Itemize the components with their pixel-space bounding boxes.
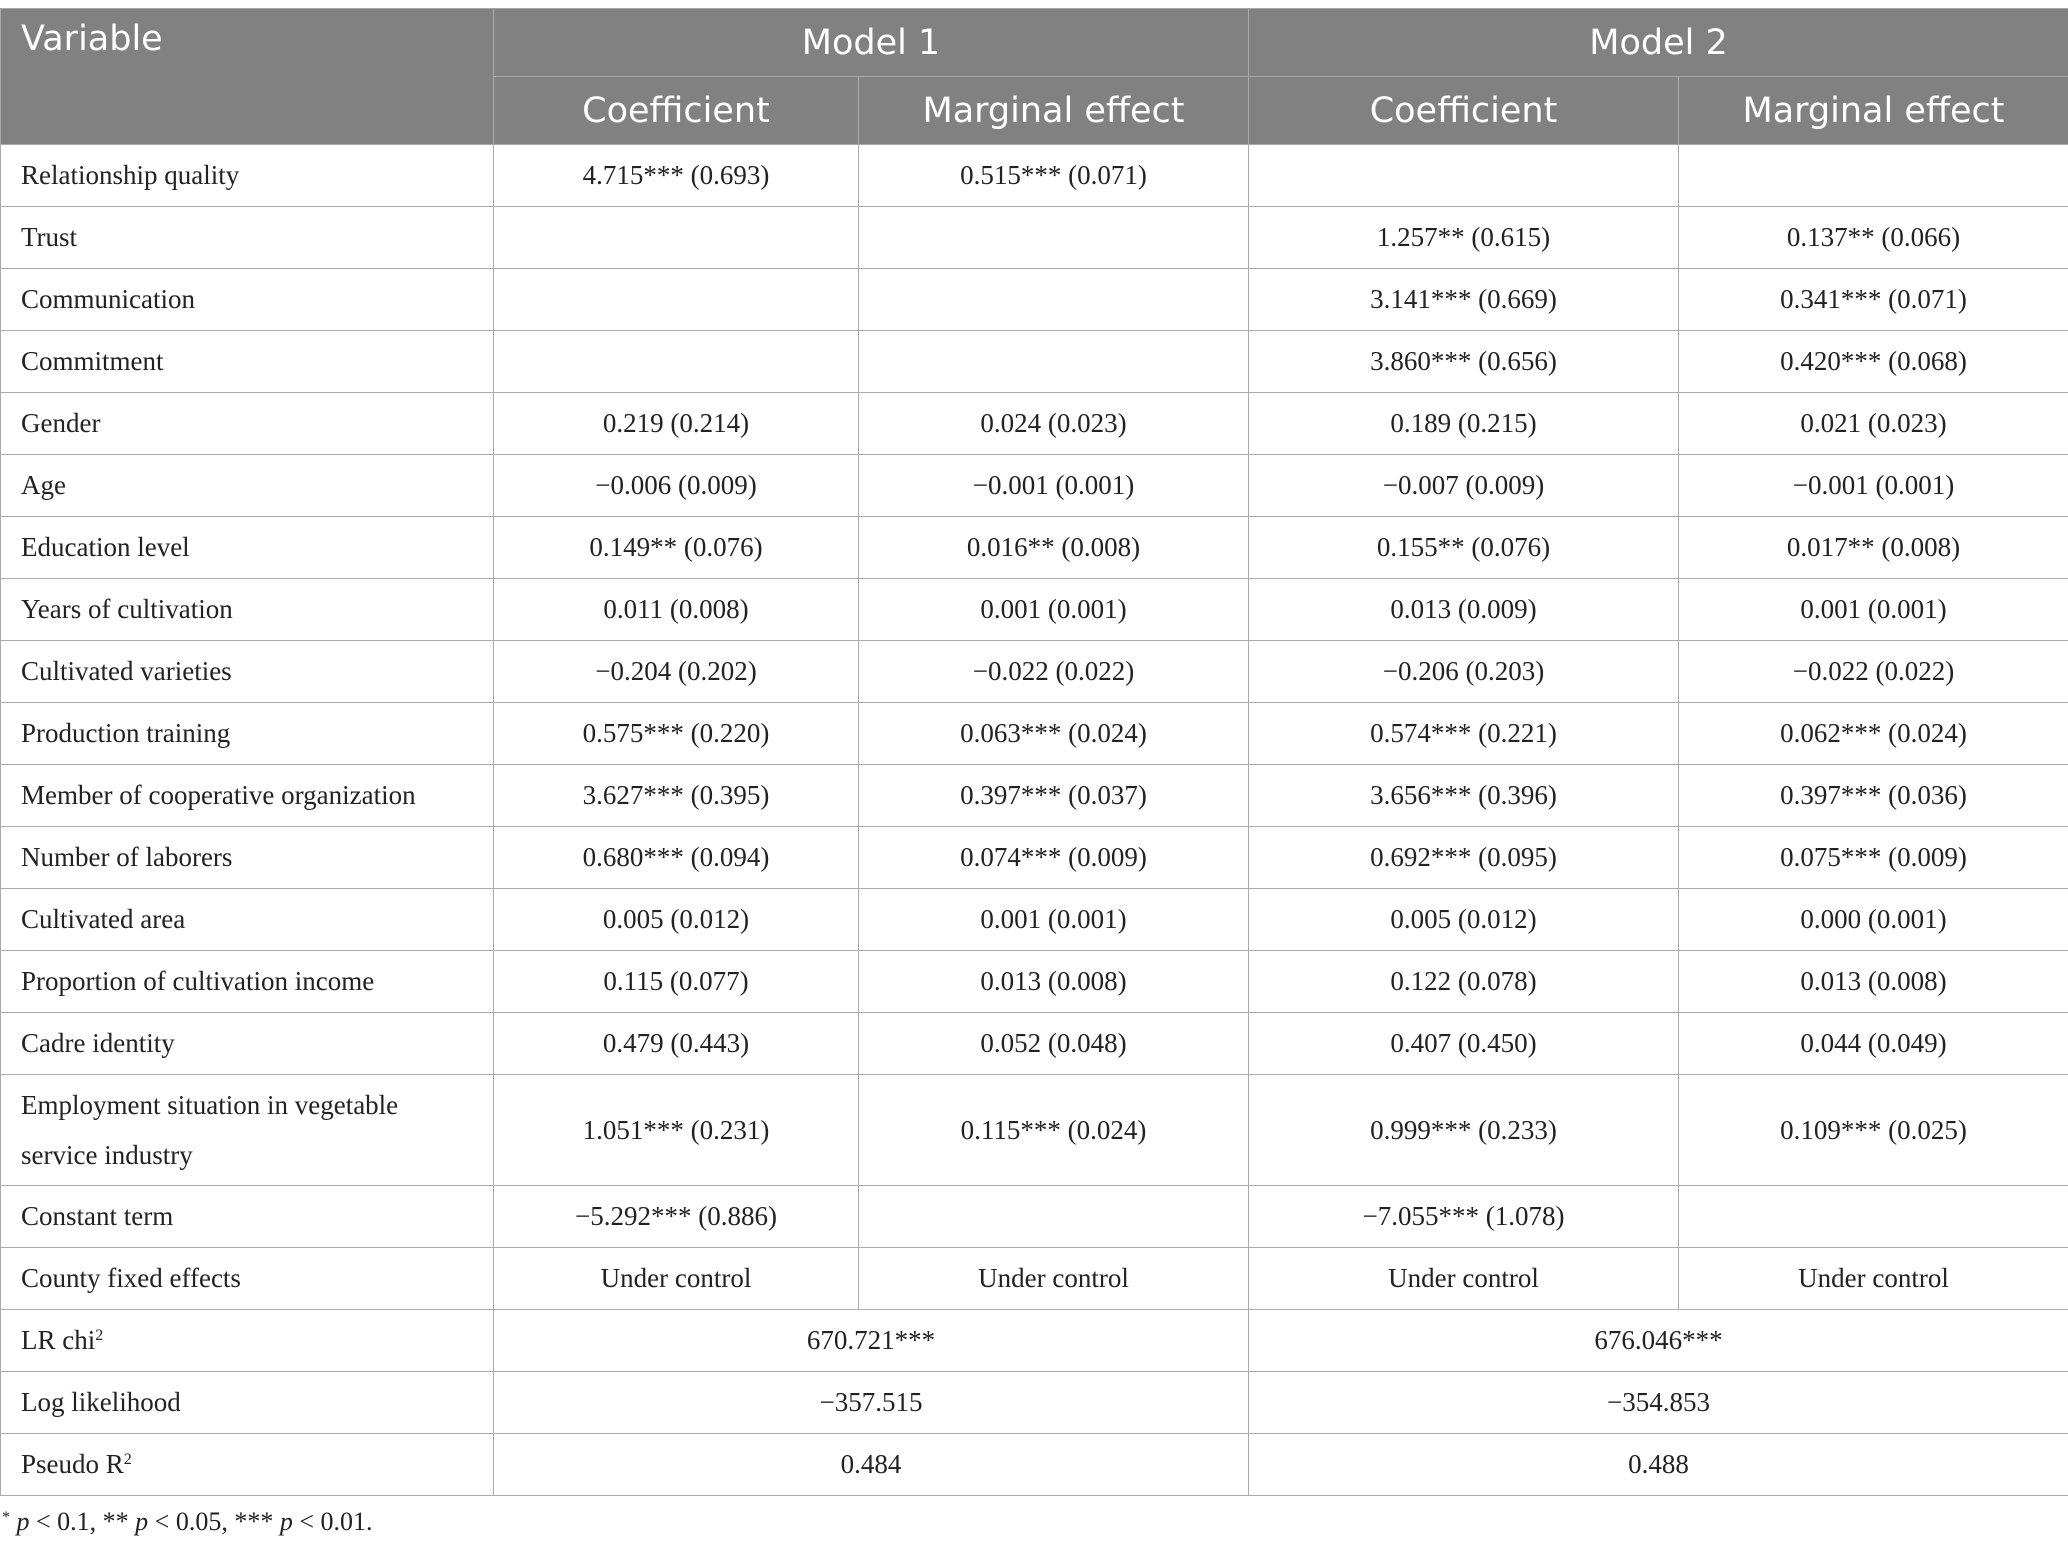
table-row [1, 455, 2068, 517]
m1-marginal-effect: 0.013 (0.008) [859, 951, 1249, 1013]
m2-coefficient: Under control [1249, 1248, 1679, 1310]
m2-marginal-effect: 0.397*** (0.036) [1679, 765, 2068, 827]
footnote-threshold-1: < 0.1, [29, 1507, 103, 1536]
stat-label [1, 1310, 494, 1372]
table-row [1, 1248, 2068, 1310]
footnote-mark-1: * [2, 1509, 10, 1526]
m2-marginal-effect: 0.001 (0.001) [1679, 579, 2068, 641]
stat-model-1: 670.721*** [494, 1310, 1249, 1372]
row-variable: Cadre identity [1, 1013, 494, 1075]
m1-coefficient [494, 331, 859, 393]
header-m1-coefficient: Coefficient [494, 77, 859, 145]
m1-marginal-effect: 0.063*** (0.024) [859, 703, 1249, 765]
m1-marginal-effect: 0.074*** (0.009) [859, 827, 1249, 889]
table-row [1, 1075, 2068, 1186]
m2-coefficient: 0.013 (0.009) [1249, 579, 1679, 641]
row-variable: Trust [1, 207, 494, 269]
m2-marginal-effect: 0.109*** (0.025) [1679, 1075, 2068, 1186]
m2-marginal-effect: 0.017** (0.008) [1679, 517, 2068, 579]
m2-coefficient: −0.007 (0.009) [1249, 455, 1679, 517]
m1-coefficient: 0.219 (0.214) [494, 393, 859, 455]
header-variable: Variable [1, 9, 494, 145]
stat-model-1: 0.484 [494, 1434, 1249, 1496]
m2-marginal-effect: Under control [1679, 1248, 2068, 1310]
table-row [1, 393, 2068, 455]
stat-model-1: −357.515 [494, 1372, 1249, 1434]
stat-label-superscript: 2 [123, 1451, 132, 1469]
row-variable: Proportion of cultivation income [1, 951, 494, 1013]
row-variable: Production training [1, 703, 494, 765]
row-variable: Member of cooperative organization [1, 765, 494, 827]
table-row [1, 641, 2068, 703]
m1-marginal-effect: −0.001 (0.001) [859, 455, 1249, 517]
header-row-models [1, 9, 2068, 77]
footnote-mark-3: *** [234, 1507, 274, 1536]
row-variable: Cultivated area [1, 889, 494, 951]
stat-label-superscript: 2 [95, 1327, 104, 1345]
stat-model-2: 0.488 [1249, 1434, 2068, 1496]
m2-marginal-effect: −0.022 (0.022) [1679, 641, 2068, 703]
m2-coefficient: 0.999*** (0.233) [1249, 1075, 1679, 1186]
m1-marginal-effect [859, 331, 1249, 393]
stat-label [1, 1434, 494, 1496]
table-row [1, 207, 2068, 269]
m1-coefficient: 0.149** (0.076) [494, 517, 859, 579]
stat-label-text: Pseudo R [21, 1449, 124, 1479]
header-m2-marginal-effect: Marginal effect [1679, 77, 2068, 145]
table-row [1, 951, 2068, 1013]
m1-coefficient: 1.051*** (0.231) [494, 1075, 859, 1186]
m1-coefficient: 0.005 (0.012) [494, 889, 859, 951]
row-variable: Years of cultivation [1, 579, 494, 641]
footnote-mark-2: ** [102, 1507, 129, 1536]
stats-row [1, 1372, 2068, 1434]
m1-marginal-effect [859, 269, 1249, 331]
footnote-threshold-2: < 0.05, [148, 1507, 235, 1536]
footnote-p-3: p [279, 1507, 293, 1536]
m2-coefficient: 1.257** (0.615) [1249, 207, 1679, 269]
row-variable: Age [1, 455, 494, 517]
m2-coefficient: 0.122 (0.078) [1249, 951, 1679, 1013]
m2-coefficient: 3.656*** (0.396) [1249, 765, 1679, 827]
m2-marginal-effect [1679, 145, 2068, 207]
m2-marginal-effect: 0.062*** (0.024) [1679, 703, 2068, 765]
m1-coefficient: 0.680*** (0.094) [494, 827, 859, 889]
regression-table [0, 8, 2068, 1496]
m1-marginal-effect [859, 207, 1249, 269]
footnote-threshold-3: < 0.01. [292, 1507, 373, 1536]
table-row [1, 269, 2068, 331]
m2-coefficient: 0.155** (0.076) [1249, 517, 1679, 579]
m2-marginal-effect: 0.000 (0.001) [1679, 889, 2068, 951]
m1-marginal-effect: 0.115*** (0.024) [859, 1075, 1249, 1186]
m1-marginal-effect: 0.016** (0.008) [859, 517, 1249, 579]
row-variable: County fixed effects [1, 1248, 494, 1310]
m2-marginal-effect: 0.021 (0.023) [1679, 393, 2068, 455]
footnote-p-2: p [135, 1507, 149, 1536]
m1-coefficient: −5.292*** (0.886) [494, 1186, 859, 1248]
stat-model-2: −354.853 [1249, 1372, 2068, 1434]
m2-marginal-effect: −0.001 (0.001) [1679, 455, 2068, 517]
m1-marginal-effect: 0.001 (0.001) [859, 889, 1249, 951]
row-variable: Communication [1, 269, 494, 331]
m2-coefficient: −0.206 (0.203) [1249, 641, 1679, 703]
m1-coefficient: −0.006 (0.009) [494, 455, 859, 517]
m1-coefficient: 3.627*** (0.395) [494, 765, 859, 827]
m2-coefficient: 0.189 (0.215) [1249, 393, 1679, 455]
m1-marginal-effect: Under control [859, 1248, 1249, 1310]
m2-marginal-effect: 0.044 (0.049) [1679, 1013, 2068, 1075]
table-row [1, 145, 2068, 207]
table-row [1, 889, 2068, 951]
m1-marginal-effect: 0.001 (0.001) [859, 579, 1249, 641]
m1-marginal-effect: 0.052 (0.048) [859, 1013, 1249, 1075]
row-variable: Relationship quality [1, 145, 494, 207]
m2-coefficient: 0.005 (0.012) [1249, 889, 1679, 951]
footnote-p-1: p [16, 1507, 30, 1536]
row-variable: Education level [1, 517, 494, 579]
m1-coefficient [494, 207, 859, 269]
table-row [1, 827, 2068, 889]
header-m1-marginal-effect: Marginal effect [859, 77, 1249, 145]
m2-coefficient: 0.407 (0.450) [1249, 1013, 1679, 1075]
stats-row [1, 1310, 2068, 1372]
header-model-2: Model 2 [1249, 9, 2068, 77]
table-row [1, 579, 2068, 641]
m2-marginal-effect: 0.341*** (0.071) [1679, 269, 2068, 331]
stat-model-2: 676.046*** [1249, 1310, 2068, 1372]
m2-marginal-effect: 0.420*** (0.068) [1679, 331, 2068, 393]
m2-coefficient: 0.692*** (0.095) [1249, 827, 1679, 889]
header-model-1: Model 1 [494, 9, 1249, 77]
row-variable: Number of laborers [1, 827, 494, 889]
m1-coefficient [494, 269, 859, 331]
m2-coefficient [1249, 145, 1679, 207]
table-row [1, 1013, 2068, 1075]
m1-coefficient: 0.575*** (0.220) [494, 703, 859, 765]
m1-marginal-effect: 0.397*** (0.037) [859, 765, 1249, 827]
m2-coefficient: 3.141*** (0.669) [1249, 269, 1679, 331]
table-footnote [2, 1507, 373, 1537]
m2-marginal-effect: 0.137** (0.066) [1679, 207, 2068, 269]
m2-marginal-effect [1679, 1186, 2068, 1248]
row-variable: Constant term [1, 1186, 494, 1248]
table-row [1, 703, 2068, 765]
m1-coefficient: −0.204 (0.202) [494, 641, 859, 703]
m1-coefficient: 4.715*** (0.693) [494, 145, 859, 207]
stats-row [1, 1434, 2068, 1496]
header-m2-coefficient: Coefficient [1249, 77, 1679, 145]
m1-coefficient: 0.011 (0.008) [494, 579, 859, 641]
m1-marginal-effect [859, 1186, 1249, 1248]
m2-marginal-effect: 0.075*** (0.009) [1679, 827, 2068, 889]
stat-label-text: Log likelihood [21, 1387, 181, 1417]
m2-coefficient: 3.860*** (0.656) [1249, 331, 1679, 393]
stat-label [1, 1372, 494, 1434]
row-variable: Commitment [1, 331, 494, 393]
m2-coefficient: −7.055*** (1.078) [1249, 1186, 1679, 1248]
m1-coefficient: Under control [494, 1248, 859, 1310]
m2-coefficient: 0.574*** (0.221) [1249, 703, 1679, 765]
table-row [1, 331, 2068, 393]
row-variable: Employment situation in vegetable service industry [1, 1075, 494, 1186]
m1-coefficient: 0.479 (0.443) [494, 1013, 859, 1075]
m1-coefficient: 0.115 (0.077) [494, 951, 859, 1013]
stat-label-text: LR chi [21, 1325, 96, 1355]
row-variable: Gender [1, 393, 494, 455]
m2-marginal-effect: 0.013 (0.008) [1679, 951, 2068, 1013]
m1-marginal-effect: −0.022 (0.022) [859, 641, 1249, 703]
table-row [1, 765, 2068, 827]
row-variable: Cultivated varieties [1, 641, 494, 703]
table-row [1, 517, 2068, 579]
m1-marginal-effect: 0.515*** (0.071) [859, 145, 1249, 207]
m1-marginal-effect: 0.024 (0.023) [859, 393, 1249, 455]
table-row [1, 1186, 2068, 1248]
